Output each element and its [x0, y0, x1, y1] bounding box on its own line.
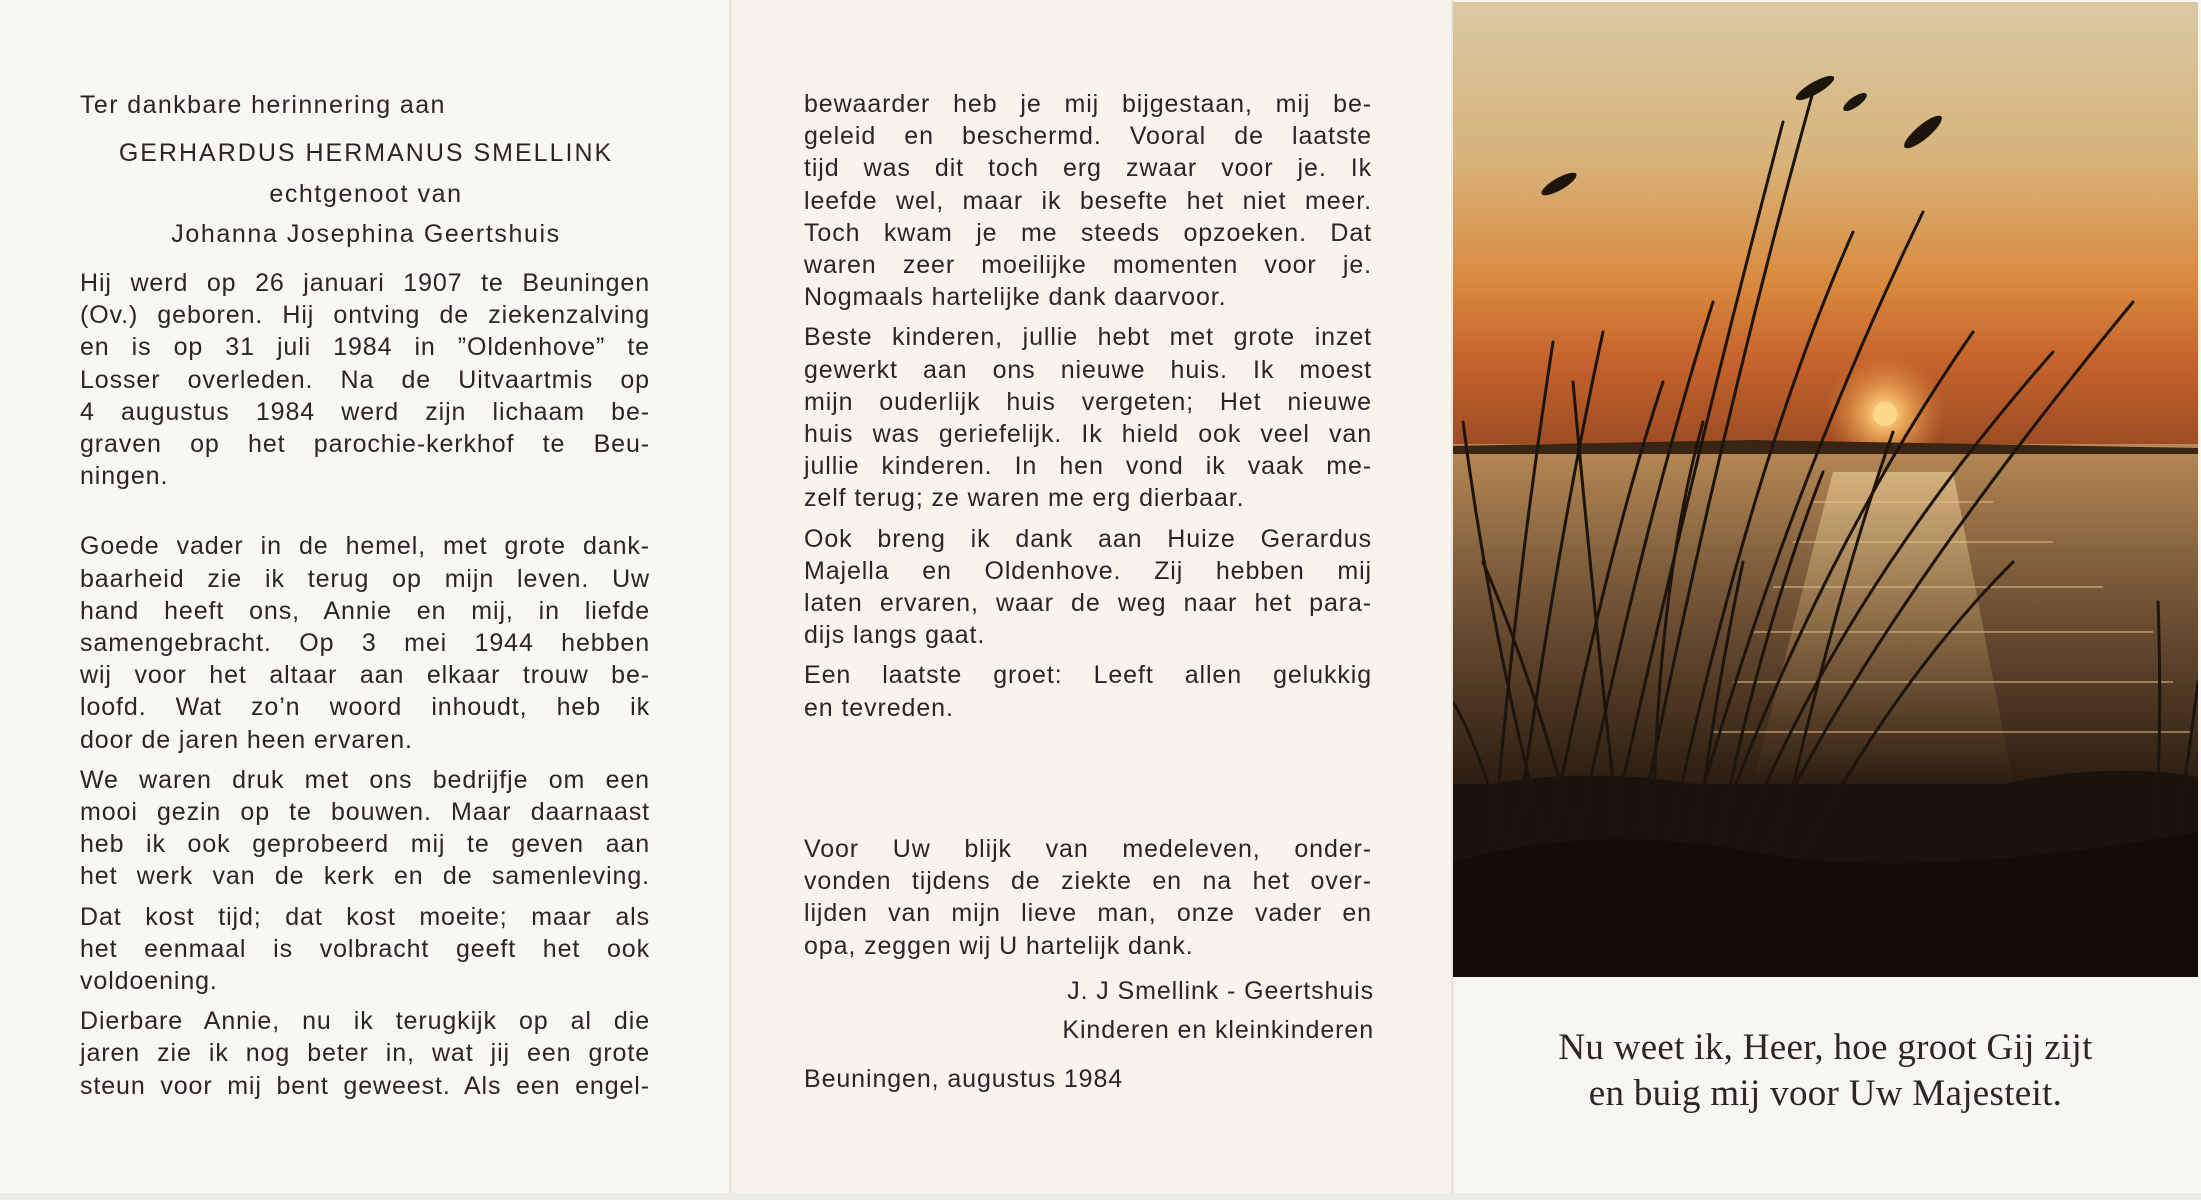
para-line: hand heeft ons, Annie en mij, in liefde	[80, 596, 650, 625]
signature: J. J Smellink - Geertshuis	[1067, 977, 1374, 1005]
bio-line: en is op 31 juli 1984 in ”Oldenhove” te	[80, 333, 650, 362]
para-line: huis was geriefelijk. Ik hield ook veel van	[804, 420, 1372, 449]
bio-line: graven op het parochie-kerkhof te Beu-	[80, 430, 650, 459]
para-line: mooi gezin op te bouwen. Maar daarnaast	[80, 798, 650, 827]
para-line: door de jaren heen ervaren.	[80, 725, 413, 754]
para-line: en tevreden.	[804, 693, 954, 722]
sunset-reeds-photo	[1453, 2, 2198, 977]
para-line: Toch kwam je me steeds opzoeken. Dat	[804, 218, 1372, 247]
thanks-block	[804, 833, 1372, 962]
para-line: Goede vader in de hemel, met grote dank-	[80, 532, 650, 561]
thanks-line: lijden van mijn lieve man, onze vader en	[804, 899, 1372, 928]
para-line: waren zeer moeilijke momenten voor je.	[804, 251, 1372, 280]
para-line: steun voor mij bent geweest. Als een engel-	[80, 1071, 650, 1100]
bio-line: 4 augustus 1984 werd zijn lichaam be-	[80, 397, 650, 426]
para-line: bewaarder heb je mij bijgestaan, mij be-	[804, 90, 1372, 118]
intro-line: Ter dankbare herinnering aan	[80, 91, 446, 119]
para-line: gewerkt aan ons nieuwe huis. Ik moest	[804, 355, 1372, 384]
para-line: het eenmaal is volbracht geeft het ook	[80, 934, 650, 963]
para-line: laten ervaren, waar de weg naar het para-	[804, 589, 1372, 618]
fold-line-left	[729, 0, 732, 1196]
deceased-name: GERHARDUS HERMANUS SMELLINK	[118, 139, 614, 167]
caption-line-2: en buig mij voor Uw Majesteit.	[1588, 1073, 2063, 1114]
para-line: We waren druk met ons bedrijfje om een	[80, 765, 650, 794]
bio-line: Hij werd op 26 januari 1907 te Beuningen	[80, 269, 650, 297]
para-line: Een laatste groet: Leeft allen gelukkig	[804, 661, 1372, 690]
para-line: mijn ouderlijk huis vergeten; Het nieuwe	[804, 387, 1372, 416]
bio-line: ningen.	[80, 462, 169, 491]
para-line: samengebracht. Op 3 mei 1944 hebben	[80, 629, 650, 658]
para-line: jullie kinderen. In hen vond ik vaak me-	[804, 452, 1372, 481]
para-line: tijd was dit toch erg zwaar voor je. Ik	[804, 154, 1372, 183]
spouse-name: Johanna Josephina Geertshuis	[171, 220, 561, 248]
para-line: leefde wel, maar ik besefte het niet meer.	[804, 186, 1372, 215]
para-line: dijs langs gaat.	[804, 621, 986, 650]
bio-line: (Ov.) geboren. Hij ontving de ziekenzalving	[80, 301, 650, 330]
thanks-line: vonden tijdens de ziekte en na het over-	[804, 867, 1372, 896]
para-line: wij voor het altaar aan elkaar trouw be-	[80, 661, 650, 690]
para-line: Nogmaals hartelijke dank daarvoor.	[804, 283, 1227, 312]
para-line: het werk van de kerk en de samenleving.	[80, 862, 650, 891]
place-date: Beuningen, augustus 1984	[804, 1065, 1124, 1093]
middle-text-block	[804, 88, 1372, 724]
left-text-block	[80, 267, 650, 1102]
para-line: jaren zie ik nog beter in, wat jij een grote	[80, 1039, 650, 1068]
para-line: Dat kost tijd; dat kost moeite; maar als	[80, 902, 650, 931]
bio-line: Losser overleden. Na de Uitvaartmis op	[80, 365, 650, 394]
caption	[1453, 1025, 2198, 1117]
para-line: Dierbare Annie, nu ik terugkijk op al die	[80, 1007, 650, 1036]
para-line: Beste kinderen, jullie hebt met grote inzet	[804, 323, 1372, 352]
para-line: voldoening.	[80, 967, 218, 996]
thanks-line: opa, zeggen wij U hartelijk dank.	[804, 931, 1194, 960]
caption-line-1: Nu weet ik, Heer, hoe groot Gij zijt	[1558, 1027, 2093, 1068]
para-line: baarheid zie ik terug op mijn leven. Uw	[80, 564, 650, 593]
photo-illustration	[1453, 2, 2198, 977]
para-line: zelf terug; ze waren me erg dierbaar.	[804, 484, 1245, 513]
para-line: Majella en Oldenhove. Zij hebben mij	[804, 556, 1372, 585]
para-line: heb ik ook geprobeerd mij te geven aan	[80, 830, 650, 859]
para-line: Ook breng ik dank aan Huize Gerardus	[804, 524, 1372, 553]
spouse-label: echtgenoot van	[269, 180, 463, 208]
para-line: loofd. Wat zo’n woord inhoudt, heb ik	[80, 693, 650, 722]
para-line: geleid en beschermd. Vooral de laatste	[804, 122, 1372, 151]
signature-family: Kinderen en kleinkinderen	[1062, 1016, 1374, 1044]
card-bottom-edge	[0, 1193, 2201, 1200]
thanks-line: Voor Uw blijk van medeleven, onder-	[804, 835, 1372, 863]
